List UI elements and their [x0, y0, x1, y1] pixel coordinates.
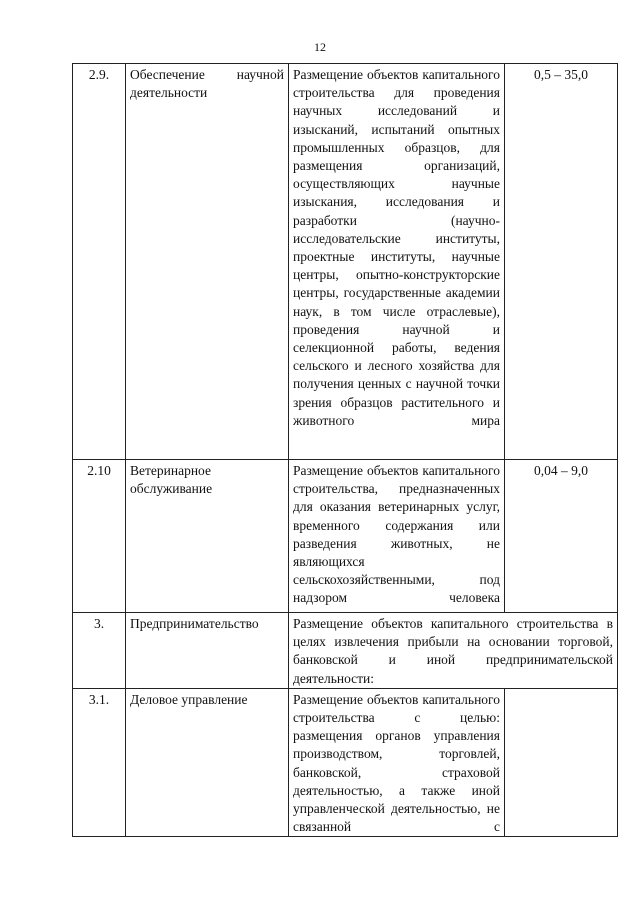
- row-name: Ветеринарное обслуживание: [126, 460, 289, 613]
- row-name: Деловое управление: [126, 688, 289, 837]
- row-description-text: Размещение объектов капитального строительства для проведения научных исследований и изысканий, испытаний опытных промышленных образцов, для размещения организаций, осуществляющих научные изыскания, исследования и разработки (научно-исследовательские институты, проектные институты, научные центры, опытно-конструкторские центры, государственные академии наук, в том числе отраслевые), проведения научной и селекционной работы, ведения сельского и лесного хозяйства для получения ценных с научной точки зрения образцов растительного и животного мира: [293, 67, 500, 428]
- row-description: [289, 688, 505, 837]
- row-number: 3.: [73, 613, 126, 689]
- row-description: [289, 64, 505, 460]
- row-parameter: 0,04 – 9,0: [505, 460, 618, 613]
- row-number: 2.9.: [73, 64, 126, 460]
- row-name: Предпринимательство: [126, 613, 289, 689]
- row-description-text: Размещение объектов капитального строительства, предназначенных для оказания ветеринарных услуг, временного содержания или разведения животных, не являющихся сельскохозяйственными, под надзором человека: [293, 463, 500, 606]
- land-use-table: [72, 63, 618, 837]
- table-row: [73, 688, 618, 837]
- row-description: Размещение объектов капитального строительства в целях извлечения прибыли на основании торговой, банковской и иной предпринимательской деятельности:: [289, 613, 618, 689]
- row-name: Обеспечение научной деятельности: [126, 64, 289, 460]
- row-description-text: Размещение объектов капитального строительства с целью: размещения органов управления производством, торговлей, банковской, страховой деятельностью, а также иной управленческой деятельностью, не связанной с: [293, 691, 500, 835]
- table-row: [73, 64, 618, 460]
- row-parameter: 0,5 – 35,0: [505, 64, 618, 460]
- row-parameter: [505, 688, 618, 837]
- row-number: 3.1.: [73, 688, 126, 837]
- row-description: [289, 460, 505, 613]
- table-row: [73, 613, 618, 689]
- page-number: 12: [314, 40, 326, 54]
- row-number: 2.10: [73, 460, 126, 613]
- table-row: [73, 460, 618, 613]
